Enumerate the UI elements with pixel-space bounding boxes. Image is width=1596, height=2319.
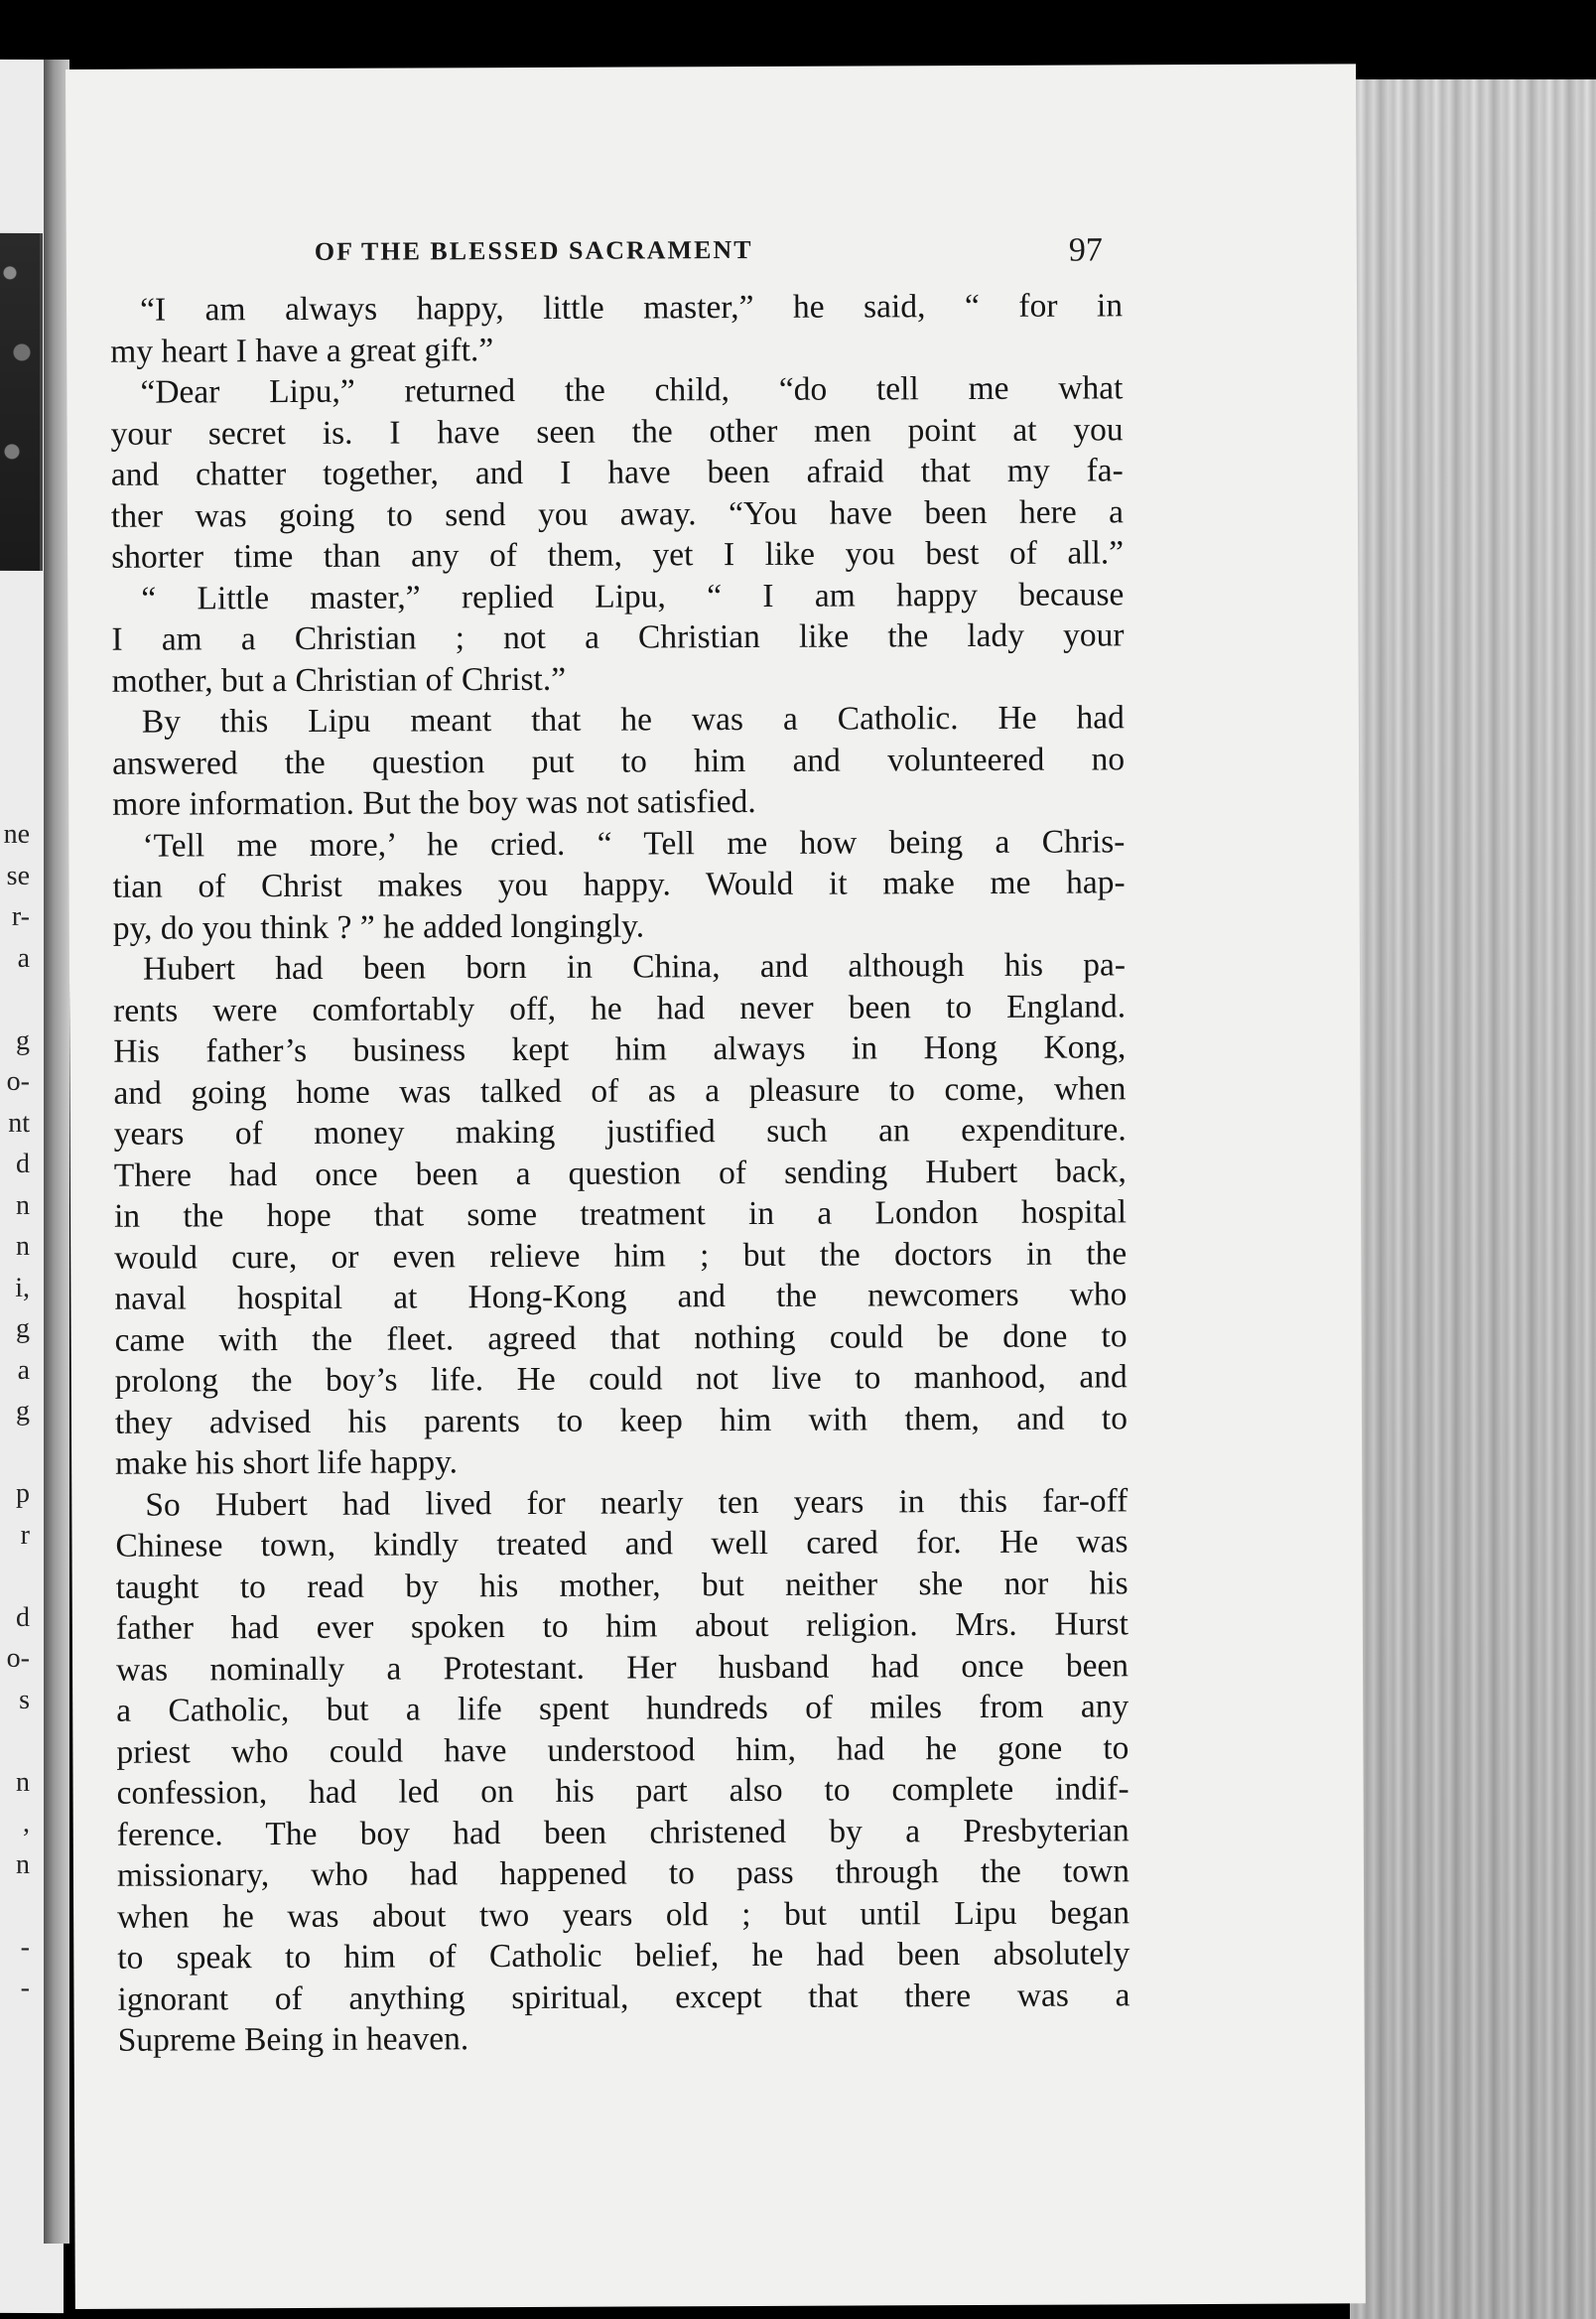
text-line: my heart I have a great gift.” (110, 331, 494, 370)
margin-fragment: o- (6, 1065, 30, 1097)
margin-fragment (0, 1720, 30, 1762)
book-page (66, 64, 1366, 2309)
text-line: taught to read by his mother, but neither she nor his (115, 1564, 1129, 1606)
text-line: would cure, or even relieve him ; but the doctors in the (114, 1234, 1128, 1277)
page-fore-edge (1350, 79, 1596, 2319)
gutter-shadow (44, 60, 69, 2244)
text-line: His father’s business kept him always in Hong Kong, (113, 1028, 1127, 1070)
text-line: your secret is. I have seen the other men point at you (110, 410, 1124, 453)
text-line: “Dear Lipu,” returned the child, “do tell me what (140, 369, 1124, 411)
text-line: was nominally a Protestant. Her husband had once been (115, 1646, 1130, 1689)
text-line: make his short life happy. (115, 1443, 459, 1482)
text-line: naval hospital at Hong-Kong and the newcomers who (114, 1276, 1128, 1317)
margin-fragment: d (16, 1148, 30, 1179)
text-line: tian of Christ makes you happy. Would it make me hap- (112, 864, 1126, 905)
margin-fragment: r (20, 1519, 30, 1551)
text-line: py, do you think ? ” he added longingly. (112, 906, 645, 947)
margin-fragment: s (19, 1684, 30, 1715)
margin-fragment (0, 1432, 30, 1473)
text-line: in the hope that some treatment in a London hospital (113, 1193, 1128, 1235)
margin-fragment: a (17, 1354, 30, 1386)
margin-fragment (0, 1885, 30, 1927)
margin-fragment: p (16, 1477, 30, 1509)
text-line: “I am always happy, little master,” he said, “ for in (139, 287, 1124, 329)
text-line: and chatter together, and I have been afraid that my fa- (110, 452, 1124, 493)
text-line: came with the fleet. agreed that nothing could be done to (114, 1316, 1128, 1359)
text-line: ther was going to send you away. “You have been here a (110, 492, 1125, 535)
text-line: years of money making justified such an expenditure. (113, 1111, 1127, 1153)
text-line: ‘Tell me more,’ he cried. “ Tell me how being a Chris- (142, 822, 1126, 865)
text-line: Chinese town, kindly treated and well cared for. He was (115, 1523, 1129, 1565)
text-line: Supreme Being in heaven. (117, 2020, 469, 2059)
left-margin-text (0, 814, 30, 2009)
text-line: “ Little master,” replied Lipu, “ I am happy because (141, 575, 1125, 617)
ornament-decoration (0, 233, 43, 571)
margin-fragment: n (16, 1848, 30, 1880)
margin-fragment: - (20, 1972, 30, 2003)
text-line: rents were comfortably off, he had never been to England. (113, 987, 1127, 1029)
text-line: they advised his parents to keep him with them, and to (114, 1399, 1129, 1441)
text-line: father had ever spoken to him about religion. Mrs. Hurst (115, 1605, 1129, 1647)
text-line: missionary, who had happened to pass through the town (116, 1852, 1130, 1894)
text-line: ignorant of anything spiritual, except that there was a (117, 1976, 1130, 2018)
text-line: confession, had led on his part also to complete indif- (116, 1770, 1130, 1812)
text-line: There had once been a question of sending Hubert back, (113, 1152, 1127, 1194)
text-line: So Hubert had lived for nearly ten years in this far-off (145, 1481, 1129, 1524)
text-line: I am a Christian ; not a Christian like the lady your (111, 616, 1125, 658)
text-line: and going home was talked of as a pleasure to come, when (113, 1069, 1127, 1112)
text-line: answered the question put to him and volunteered no (111, 740, 1126, 782)
text-line: a Catholic, but a life spent hundreds of miles from any (116, 1688, 1130, 1729)
margin-fragment: o- (6, 1642, 30, 1674)
margin-fragment: - (20, 1931, 30, 1963)
page-number: 97 (1068, 231, 1103, 269)
margin-fragment: g (16, 1395, 30, 1427)
margin-fragment (0, 1556, 30, 1597)
text-line: Hubert had been born in China, and although his pa- (142, 946, 1127, 988)
margin-fragment: r- (11, 900, 30, 932)
margin-fragment: g (16, 1312, 30, 1344)
margin-fragment: g (16, 1024, 30, 1056)
margin-fragment: nt (8, 1107, 30, 1139)
margin-fragment: , (23, 1807, 30, 1839)
running-head: OF THE BLESSED SACRAMENT (314, 234, 753, 266)
text-line: priest who could have understood him, had he gone to (116, 1728, 1130, 1771)
text-line: more information. But the boy was not satisfied. (112, 782, 756, 823)
margin-fragment: ne (3, 818, 30, 850)
text-line: mother, but a Christian of Christ.” (111, 660, 567, 700)
text-line: ference. The boy had been christened by a Presbyterian (116, 1811, 1130, 1853)
margin-fragment: n (16, 1766, 30, 1798)
text-line: prolong the boy’s life. He could not live to manhood, and (114, 1358, 1128, 1400)
margin-fragment: se (6, 860, 30, 891)
text-line: to speak to him of Catholic belief, he had been absolutely (117, 1935, 1130, 1977)
text-line: when he was about two years old ; but until Lipu began (117, 1893, 1130, 1936)
margin-fragment: d (16, 1601, 30, 1633)
margin-fragment: n (16, 1189, 30, 1221)
margin-fragment (0, 979, 30, 1021)
margin-fragment: a (17, 942, 30, 974)
text-line: shorter time than any of them, yet I like you best of all.” (111, 534, 1125, 576)
body-text (110, 285, 1130, 2061)
margin-fragment: i, (15, 1272, 30, 1303)
margin-fragment: n (16, 1230, 30, 1262)
text-line: By this Lipu meant that he was a Catholic. He had (141, 699, 1125, 741)
